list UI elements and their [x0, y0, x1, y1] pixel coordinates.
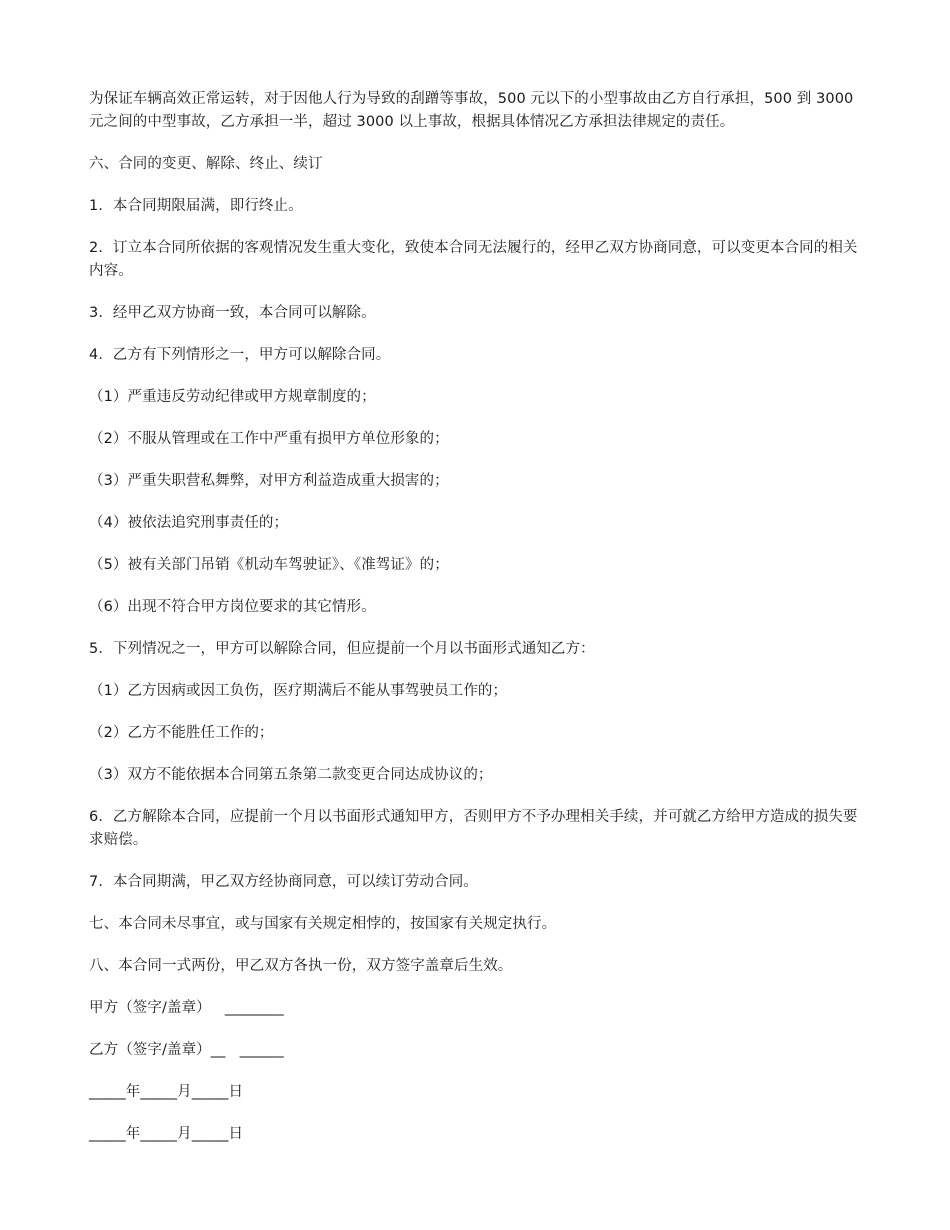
clause-6-6: 6．乙方解除本合同，应提前一个月以书面形式通知甲方，否则甲方不予办理相关手续，并可就乙方给甲方造成的损失要求赔偿。	[89, 809, 858, 848]
party-a-signature-line: 甲方（签字/盖章） ________	[89, 1000, 284, 1016]
clause-6-5-item-3: （3）双方不能依据本合同第五条第二款变更合同达成协议的；	[89, 767, 493, 783]
clause-6-4: 4．乙方有下列情形之一，甲方可以解除合同。	[89, 347, 391, 363]
clause-6-5: 5．下列情况之一，甲方可以解除合同，但应提前一个月以书面形式通知乙方：	[89, 641, 595, 657]
document-page	[89, 88, 864, 1165]
clause-6-4-item-1: （1）严重违反劳动纪律或甲方规章制度的；	[89, 389, 376, 405]
clause-6-4-item-6: （6）出现不符合甲方岗位要求的其它情形。	[89, 599, 376, 615]
clause-6-4-item-3: （3）严重失职营私舞弊，对甲方利益造成重大损害的；	[89, 473, 449, 489]
party-b-signature-line: 乙方（签字/盖章）__ ______	[89, 1042, 284, 1058]
clause-6-7: 7．本合同期满，甲乙双方经协商同意，可以续订劳动合同。	[89, 874, 478, 890]
section-six-heading: 六、合同的变更、解除、终止、续订	[89, 156, 323, 172]
date-line-2: _____年_____月_____日	[89, 1126, 244, 1142]
clause-6-1: 1．本合同期限届满，即行终止。	[89, 198, 303, 214]
clause-6-5-item-1: （1）乙方因病或因工负伤，医疗期满后不能从事驾驶员工作的；	[89, 683, 508, 699]
section-eight: 八、本合同一式两份，甲乙双方各执一份，双方签字盖章后生效。	[89, 958, 513, 974]
clause-6-4-item-5: （5）被有关部门吊销《机动车驾驶证》、《准驾证》的；	[89, 557, 449, 573]
clause-accident-liability: 为保证车辆高效正常运转，对于因他人行为导致的刮蹭等事故，500 元以下的小型事故由乙方自行承担，500 到 3000 元之间的中型事故，乙方承担一半，超过 3000 以上事故，根据具体情况乙方承担法律规定的责任。	[89, 91, 859, 130]
clause-6-2: 2．订立本合同所依据的客观情况发生重大变化，致使本合同无法履行的，经甲乙双方协商同意，可以变更本合同的相关内容。	[89, 240, 858, 279]
clause-6-5-item-2: （2）乙方不能胜任工作的；	[89, 725, 274, 741]
date-line-1: _____年_____月_____日	[89, 1084, 244, 1100]
clause-6-4-item-4: （4）被依法追究刑事责任的；	[89, 515, 289, 531]
section-seven: 七、本合同未尽事宜，或与国家有关规定相悖的，按国家有关规定执行。	[89, 916, 557, 932]
clause-6-3: 3．经甲乙双方协商一致，本合同可以解除。	[89, 305, 376, 321]
clause-6-4-item-2: （2）不服从管理或在工作中严重有损甲方单位形象的；	[89, 431, 449, 447]
